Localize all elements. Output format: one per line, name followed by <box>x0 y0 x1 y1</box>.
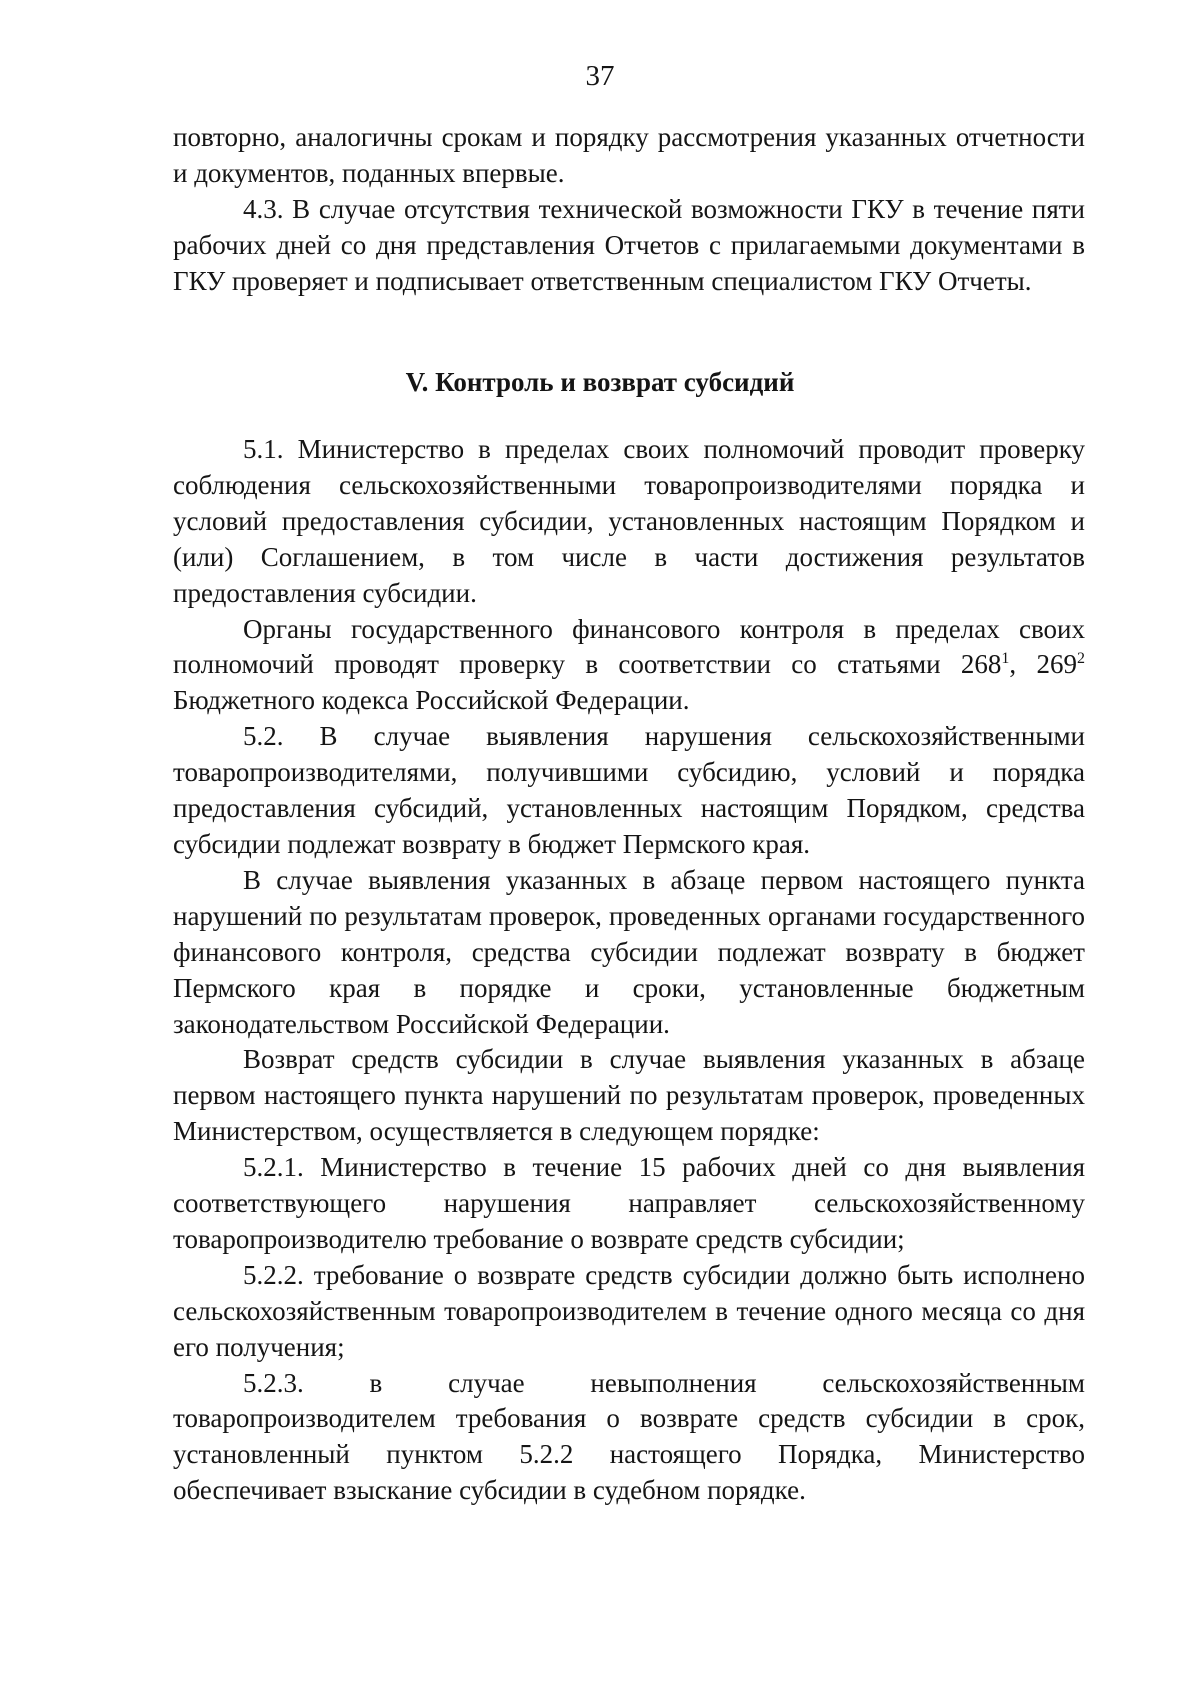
section-body <box>173 432 1085 1509</box>
page-number: 37 <box>585 60 615 92</box>
paragraph-return-procedure: Возврат средств субсидии в случае выявления указанных в абзаце первом настоящего пункта нарушений по результатам проверок, проведенных Министерством, осуществляется в следующем порядке: <box>173 1044 1085 1147</box>
paragraph-5-2-2: 5.2.2. требование о возврате средств субсидии должно быть исполнено сельскохозяйственным товаропроизводителем в течение одного месяца со дня его получения; <box>173 1259 1085 1362</box>
section-heading: V. Контроль и возврат субсидий <box>405 367 795 397</box>
paragraph-5-2: 5.2. В случае выявления нарушения сельскохозяйственными товаропроизводителями, получившими субсидию, условий и порядка предоставления субсидий, установленных настоящим Порядком, средства субсидии подлежат возврату в бюджет Пермского края. <box>173 721 1085 859</box>
superscript-reference: 2 <box>1077 650 1086 668</box>
paragraph-continuation: повторно, аналогичны срокам и порядку рассмотрения указанных отчетности и документов, поданных впервые. <box>173 122 1085 188</box>
superscript-reference: 1 <box>1001 650 1010 668</box>
paragraph-text: Органы государственного финансового контроля в пределах своих полномочий проводят проверку в соответствии со статьями 268 <box>173 613 1085 680</box>
paragraph-violations-control: В случае выявления указанных в абзаце первом настоящего пункта нарушений по результатам проверок, проведенных органами государственного финансового контроля, средства субсидии подлежат возврату в бюджет Пермского края в порядке и сроки, установленные бюджетным законодательством Российской Федерации. <box>173 864 1085 1039</box>
paragraph-5-2-1: 5.2.1. Министерство в течение 15 рабочих дней со дня выявления соответствующего нарушения направляет сельскохозяйственному товаропроизводителю требование о возврате средств субсидии; <box>173 1152 1085 1254</box>
paragraph-4-3: 4.3. В случае отсутствия технической возможности ГКУ в течение пяти рабочих дней со дня представления Отчетов с прилагаемыми документами в ГКУ проверяет и подписывает ответственным специалистом ГКУ Отчеты. <box>173 193 1085 296</box>
paragraph-text: , 269 <box>1009 649 1078 680</box>
paragraph-5-2-3: 5.2.3. в случае невыполнения сельскохозяйственным товаропроизводителем требования о возврате средств субсидии в срок, установленный пунктом 5.2.2 настоящего Порядка, Министерство обеспечивает взыскание субсидии в судебном порядке. <box>173 1367 1085 1506</box>
paragraph-financial-control <box>173 612 1085 720</box>
paragraph-text: Бюджетного кодекса Российской Федерации. <box>173 685 690 716</box>
paragraph-5-1: 5.1. Министерство в пределах своих полномочий проводит проверку соблюдения сельскохозяйственными товаропроизводителями порядка и условий предоставления субсидии, установленных настоящим Порядком и (или) Соглашением, в том числе в части достижения результатов предоставления субсидии. <box>173 434 1085 608</box>
continued-text-block <box>173 120 1085 300</box>
